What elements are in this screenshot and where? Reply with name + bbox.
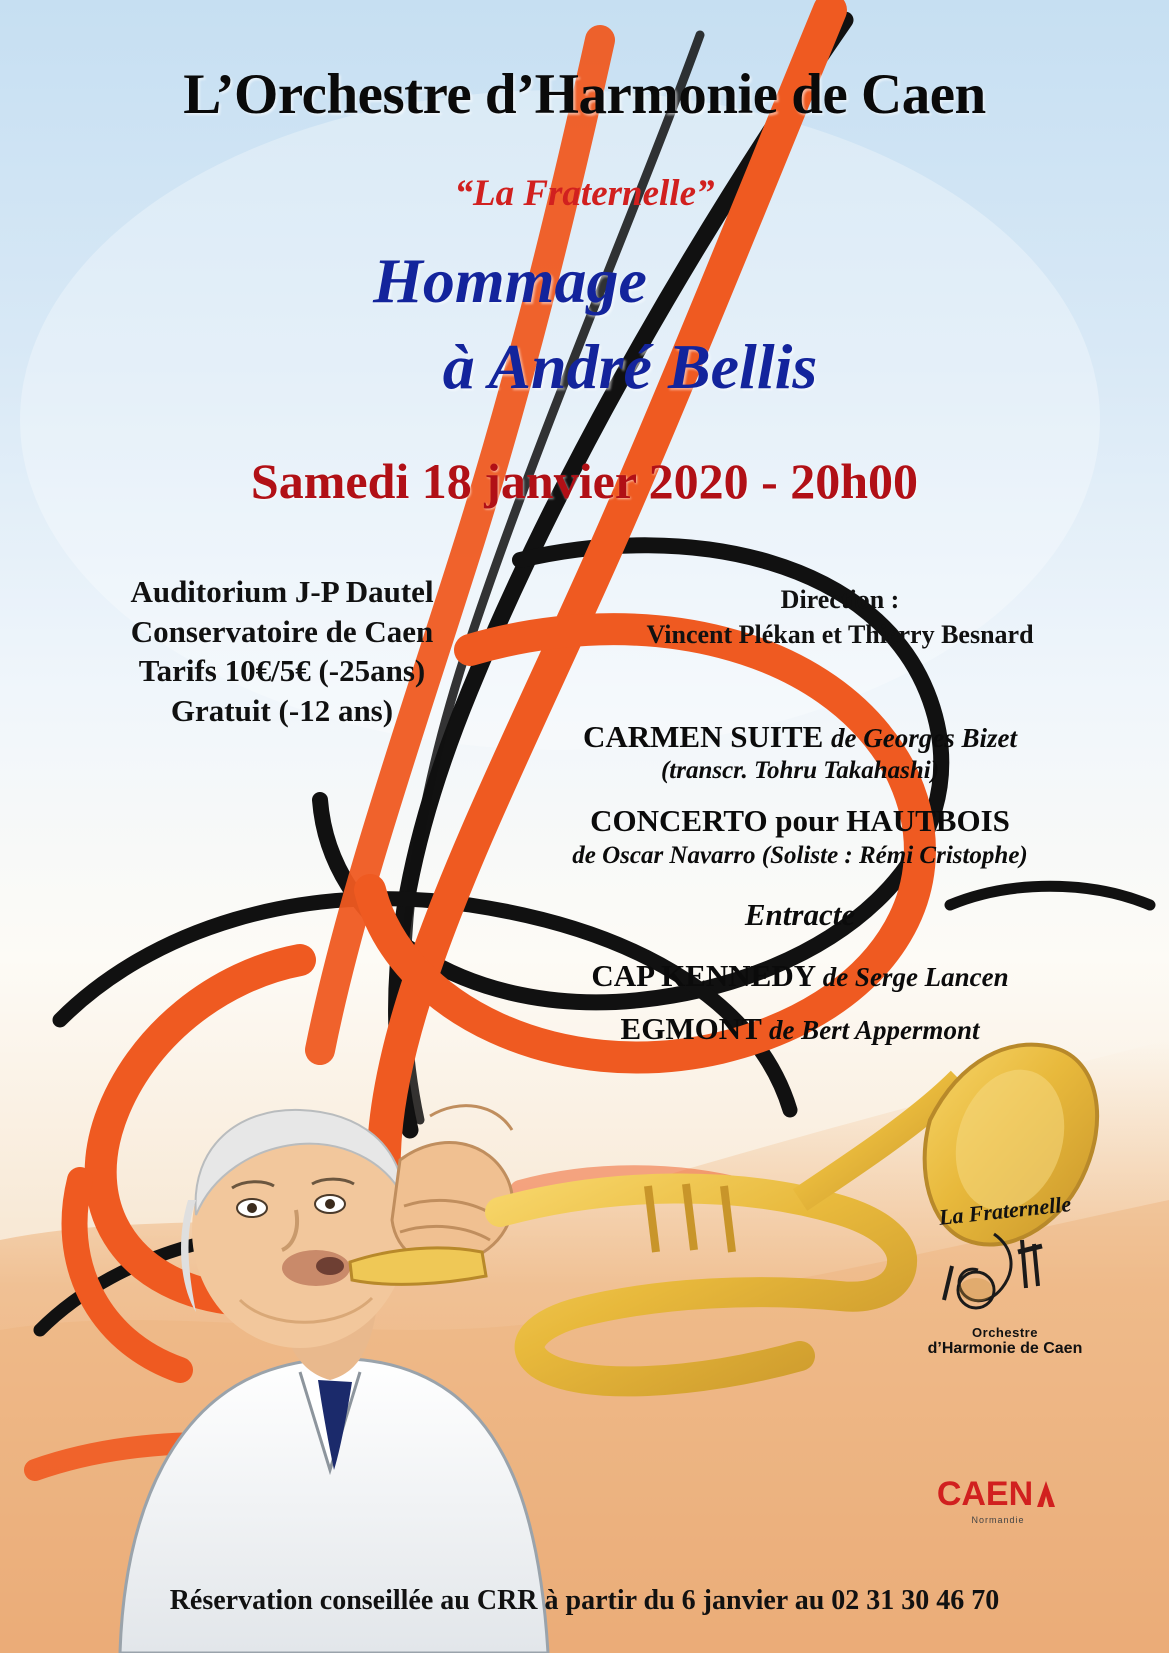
program-composer: de Georges Bizet [831, 723, 1017, 753]
venue-prices: Tarifs 10€/5€ (-25ans) [138, 653, 426, 689]
program-work: CONCERTO pour HAUTBOIS [590, 803, 1010, 839]
direction-names: Vincent Plékan et Thierry Besnard [646, 620, 1034, 650]
program-item [500, 718, 1100, 786]
logo-la-fraternelle [925, 1191, 1085, 1358]
program-work: EGMONT [620, 1011, 762, 1047]
program-intermission: Entracte [744, 896, 856, 932]
program-title [500, 1010, 1100, 1047]
reservation-info: Réservation conseillée au CRR à partir du 6 janvier au 02 31 30 46 70 [169, 1585, 1000, 1616]
hommage-line-1: Hommage [373, 245, 647, 316]
program-item [500, 1010, 1100, 1047]
venue-info [82, 572, 482, 731]
logo-caen-sub: Normandie [971, 1515, 1025, 1525]
program-title [500, 957, 1100, 994]
logo-fraternelle-sub1: Orchestre [972, 1325, 1038, 1340]
program-title [500, 802, 1100, 839]
program-item [500, 802, 1100, 870]
program-composer: de Serge Lancen [822, 961, 1009, 992]
program-work: CAP KENNEDY [591, 957, 815, 993]
venue-conservatoire: Conservatoire de Caen [130, 613, 434, 649]
logo-caen [923, 1475, 1073, 1525]
logo-fraternelle-name: La Fraternelle [937, 1191, 1073, 1230]
direction-label: Direction : [780, 585, 900, 614]
program-note: (transcr. Tohru Takahashi) [660, 757, 940, 785]
program-item [500, 957, 1100, 994]
venue-auditorium: Auditorium J-P Dautel [130, 574, 434, 609]
program-list [500, 718, 1100, 1063]
event-date: Samedi 18 janvier 2020 - 20h00 [250, 453, 919, 509]
program-note: de Oscar Navarro (Soliste : Rémi Cristophe) [572, 841, 1028, 869]
program-title [500, 718, 1100, 755]
logo-fraternelle-sub2: d’Harmonie de Caen [927, 1340, 1083, 1357]
hommage-line-2: à André Bellis [442, 331, 818, 402]
poster-title: L’Orchestre d’Harmonie de Caen [183, 63, 986, 126]
program-work: CARMEN SUITE [583, 719, 824, 754]
program-composer: de Bert Appermont [768, 1015, 980, 1046]
caen-mark-icon [1033, 1479, 1059, 1509]
fraternelle-emblem-icon [930, 1226, 1080, 1318]
logo-caen-word: CAEN [936, 1475, 1034, 1513]
direction-info [560, 582, 1120, 652]
poster-subtitle: “La Fraternelle” [454, 173, 715, 214]
venue-free: Gratuit (-12 ans) [170, 693, 394, 729]
